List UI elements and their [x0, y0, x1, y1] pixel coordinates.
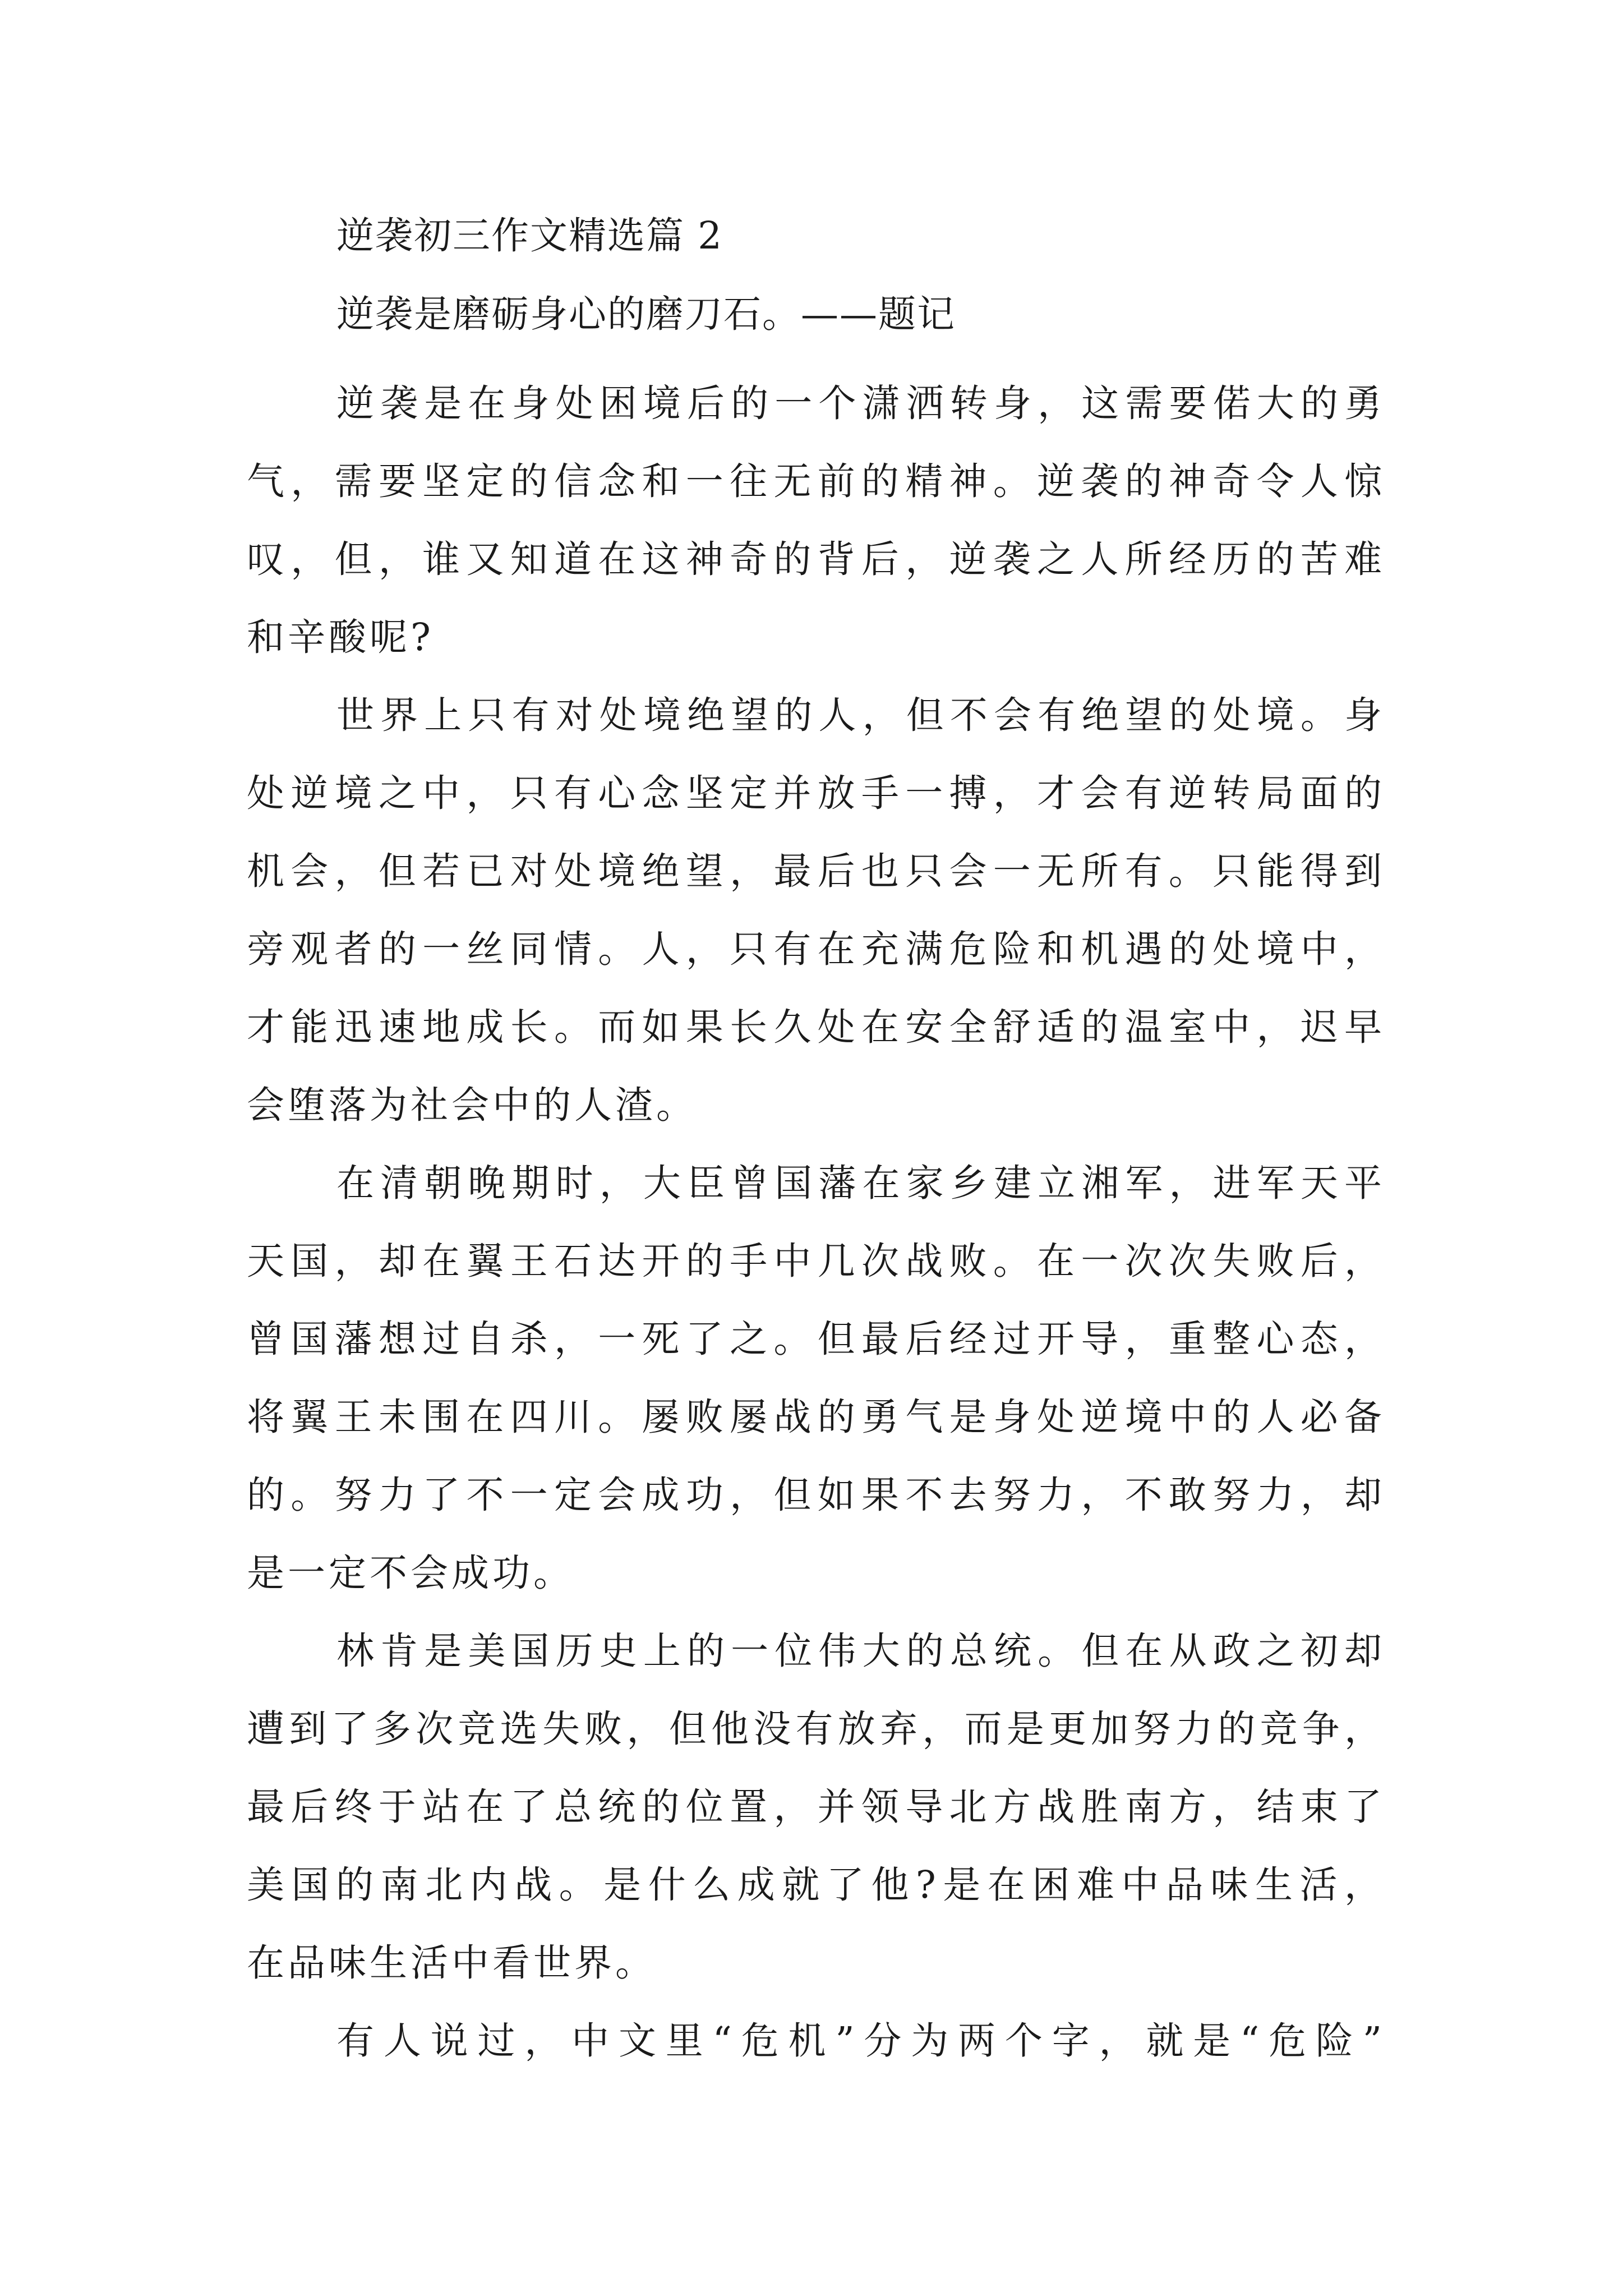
paragraph-5 [247, 2002, 1385, 2080]
text-line: 处逆境之中，只有心念坚定并放手一搏，才会有逆转局面的 [247, 771, 1385, 815]
text-line: 旁观者的一丝同情。人，只有在充满危险和机遇的处境中， [247, 927, 1385, 971]
text-line: 美国的南北内战。是什么成就了他?是在困难中品味生活， [247, 1863, 1385, 1907]
paragraph-1 [247, 365, 1385, 677]
text-line: 天国，却在翼王石达开的手中几次战败。在一次次失败后， [247, 1239, 1385, 1283]
text-line: 遭到了多次竞选失败，但他没有放弃，而是更加努力的竞争， [247, 1707, 1385, 1751]
text-line: 逆袭是在身处困境后的一个潇洒转身，这需要偌大的勇 [336, 381, 1385, 425]
paragraph-2 [247, 677, 1385, 1144]
paragraph-3 [247, 1144, 1385, 1612]
text-line: 世界上只有对处境绝望的人，但不会有绝望的处境。身 [336, 693, 1385, 737]
text-line: 才能迅速地成长。而如果长久处在安全舒适的温室中，迟早 [247, 1005, 1385, 1049]
text-line: 是一定不会成功。 [247, 1551, 574, 1595]
text-line: 机会，但若已对处境绝望，最后也只会一无所有。只能得到 [247, 849, 1385, 893]
text-line: 有人说过，中文里“危机”分为两个字，就是“危险” [336, 2019, 1385, 2063]
essay-body [247, 365, 1385, 2080]
text-line: 在品味生活中看世界。 [247, 1941, 656, 1985]
text-line: 会堕落为社会中的人渣。 [247, 1083, 697, 1127]
text-line: 最后终于站在了总统的位置，并领导北方战胜南方，结束了 [247, 1785, 1385, 1829]
essay-title: 逆袭初三作文精选篇 2 [336, 214, 723, 257]
text-line: 气，需要坚定的信念和一往无前的精神。逆袭的神奇令人惊 [247, 459, 1385, 503]
text-line: 叹，但，谁又知道在这神奇的背后，逆袭之人所经历的苦难 [247, 537, 1385, 581]
text-line: 在清朝晚期时，大臣曾国藩在家乡建立湘军，进军天平 [336, 1161, 1385, 1205]
text-line: 将翼王未围在四川。屡败屡战的勇气是身处逆境中的人必备 [247, 1395, 1385, 1439]
epigraph: 逆袭是磨砺身心的磨刀石。——题记 [336, 292, 956, 336]
text-line: 和辛酸呢? [247, 615, 434, 659]
paragraph-4 [247, 1612, 1385, 2002]
text-line: 曾国藩想过自杀，一死了之。但最后经过开导，重整心态， [247, 1317, 1385, 1361]
text-line: 的。努力了不一定会成功，但如果不去努力，不敢努力，却 [247, 1473, 1385, 1517]
text-line: 林肯是美国历史上的一位伟大的总统。但在从政之初却 [336, 1629, 1385, 1673]
